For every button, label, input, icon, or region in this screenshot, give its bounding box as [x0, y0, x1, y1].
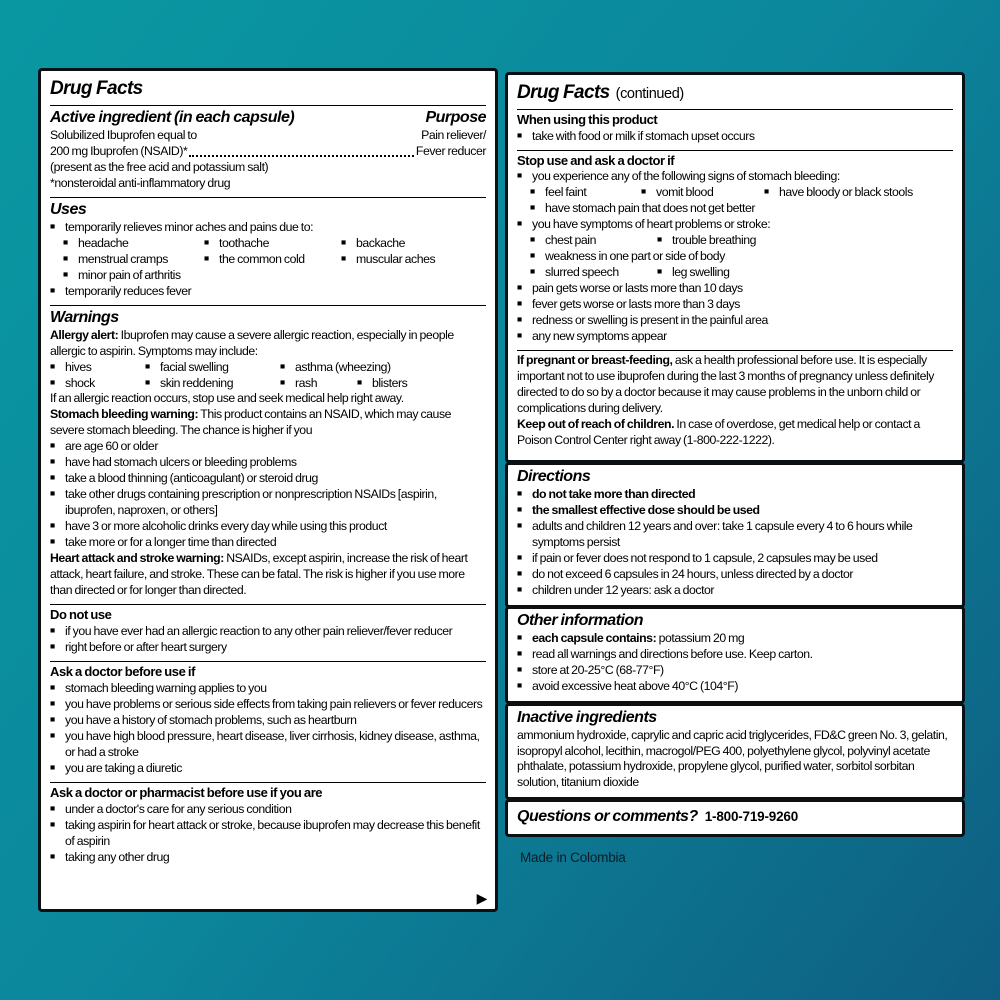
symptom-item: ■ asthma (wheezing): [280, 360, 391, 376]
use-item: ■ the common cold: [204, 252, 341, 268]
capsule-contains-text: potassium 20 mg: [656, 631, 745, 646]
stop-use-bullet: ■ fever gets worse or lasts more than 3 days: [517, 297, 953, 313]
warning-bullet: ■ take a blood thinning (anticoagulant) or steroid drug: [50, 471, 486, 487]
label-columns: [38, 68, 965, 912]
purpose-line1: Pain reliever/: [421, 127, 486, 142]
heart-symptoms-row-3: [530, 265, 953, 281]
use-item: ■ muscular aches: [341, 252, 435, 268]
ingredient-row-1: [50, 128, 486, 144]
directions-bullet: ■ if pain or fever does not respond to 1 capsule, 2 capsules may be used: [517, 551, 953, 567]
other-information-heading: Other information: [517, 612, 644, 630]
other-information-bullet: ■ avoid excessive heat above 40°C (104°F): [517, 679, 953, 695]
stop-use-bullet: ■ any new symptoms appear: [517, 329, 953, 345]
ask-doctor-bullet: ■ stomach bleeding warning applies to you: [50, 681, 486, 697]
do-not-use-bullet: ■ if you have ever had an allergic reaction to any other pain reliever/fever reducer: [50, 624, 486, 640]
inactive-ingredients-heading: Inactive ingredients: [517, 708, 657, 726]
sign-item: ■ have bloody or black stools: [764, 185, 913, 201]
directions-bullet: ■ children under 12 years: ask a doctor: [517, 583, 953, 599]
uses-heading: Uses: [50, 200, 87, 218]
symptom-item: ■ skin reddening: [145, 376, 280, 392]
stomach-bleeding-paragraph: [50, 407, 486, 439]
purpose-line2: Fever reducer: [415, 143, 486, 158]
ask-pharmacist-section: [50, 782, 486, 871]
heart-symptoms-row-2: [530, 249, 953, 265]
when-using-section: [517, 110, 953, 150]
heart-symptoms-row-1: [530, 233, 953, 249]
drug-facts-title-text: Drug Facts: [50, 78, 143, 99]
symptom-row-1: [50, 360, 486, 376]
directions-heading: Directions: [517, 467, 591, 485]
ask-doctor-bullet: ■ you are taking a diuretic: [50, 761, 486, 777]
active-ingredient-heading: Active ingredient (in each capsule): [50, 108, 295, 126]
stop-use-bullet: ■ redness or swelling is present in the painful area: [517, 313, 953, 329]
stop-use-bullet: ■ you have symptoms of heart problems or stroke:: [517, 217, 953, 233]
drug-facts-continued-title: [517, 77, 953, 110]
continued-suffix: (continued): [615, 86, 684, 102]
symptom-item: ■ trouble breathing: [657, 233, 756, 249]
other-information-bullet: ■ store at 20-25°C (68-77°F): [517, 663, 953, 679]
allergy-alert-paragraph: [50, 328, 486, 360]
do-not-use-heading: Do not use: [50, 607, 112, 623]
stomach-bleeding-signs-row-1: [530, 185, 953, 201]
use-item: ■ minor pain of arthritis: [63, 268, 181, 284]
warning-bullet: ■ have 3 or more alcoholic drinks every day while using this product: [50, 519, 486, 535]
allergy-alert-text: Ibuprofen may cause a severe allergic reaction, especially in people allergic to aspirin. Symptoms may include:: [50, 327, 454, 358]
warning-bullet: ■ are age 60 or older: [50, 439, 486, 455]
heart-attack-paragraph: [50, 551, 486, 599]
warning-bullet: ■ take other drugs containing prescription or nonprescription NSAIDs [aspirin, ibuprofen, naproxen, or others]: [50, 487, 486, 519]
warning-bullet: ■ have had stomach ulcers or bleeding problems: [50, 455, 486, 471]
stop-use-section: [517, 150, 953, 351]
when-using-heading: When using this product: [517, 111, 658, 127]
sign-item: ■ have stomach pain that does not get better: [530, 201, 755, 217]
ingredient-row-2: [50, 144, 486, 160]
do-not-use-bullet: ■ right before or after heart surgery: [50, 640, 486, 656]
warnings-section: [50, 305, 486, 605]
drug-facts-continued-title-text: Drug Facts: [517, 82, 610, 103]
heart-attack-label: Heart attack and stroke warning:: [50, 551, 224, 566]
symptom-item: ■ shock: [50, 376, 145, 392]
ingredient-name-line2: 200 mg Ibuprofen (NSAID)*: [50, 143, 188, 158]
directions-bullet: ■ adults and children 12 years and over: take 1 capsule every 4 to 6 hours while symptoms persist: [517, 519, 953, 551]
capsule-contains-label: each capsule contains:: [532, 631, 657, 646]
symptom-row-2: [50, 376, 486, 392]
uses-row-2: [63, 252, 486, 268]
dotted-leader: [189, 154, 414, 157]
directions-bullet: ■ the smallest effective dose should be used: [517, 503, 953, 519]
keep-out-of-reach-paragraph: [517, 417, 953, 449]
uses-intro: ■ temporarily relieves minor aches and pains due to:: [50, 220, 486, 236]
use-item: ■ backache: [341, 236, 405, 252]
stomach-bleeding-signs-row-2: [530, 201, 953, 217]
pregnancy-paragraph: [517, 353, 953, 417]
symptom-item: ■ weakness in one part or side of body: [530, 249, 725, 265]
stomach-bleeding-label: Stomach bleeding warning:: [50, 407, 199, 422]
continued-arrow-icon: ▶: [476, 890, 487, 906]
uses-section: [50, 197, 486, 305]
ask-pharmacist-heading: Ask a doctor or pharmacist before use if you are: [50, 784, 323, 800]
warnings-heading: Warnings: [50, 308, 119, 326]
sign-item: ■ feel faint: [530, 185, 641, 201]
other-information-bullet: ■ read all warnings and directions before use. Keep carton.: [517, 647, 953, 663]
stop-use-heading: Stop use and ask a doctor if: [517, 152, 675, 168]
drug-facts-panel-right: [505, 72, 965, 463]
stomach-bleeding-text: This product contains an NSAID, which may cause severe stomach bleeding. The chance is higher if you: [50, 407, 452, 438]
ingredient-note-2: *nonsteroidal anti-inflammatory drug: [50, 175, 231, 190]
directions-bullet: ■ do not take more than directed: [517, 487, 953, 503]
uses-row-3: [63, 268, 486, 284]
ask-doctor-bullet: ■ you have a history of stomach problems, such as heartburn: [50, 713, 486, 729]
uses-outro: ■ temporarily reduces fever: [50, 284, 486, 300]
ask-doctor-section: [50, 661, 486, 782]
ingredient-name-line1: Solubilized Ibuprofen equal to: [50, 127, 197, 142]
inactive-ingredients-panel: [505, 703, 965, 801]
use-item: ■ toothache: [204, 236, 341, 252]
use-item: ■ headache: [63, 236, 204, 252]
pregnancy-section: [517, 350, 953, 454]
other-information-panel: [505, 606, 965, 704]
do-not-use-section: [50, 604, 486, 661]
heart-attack-text: NSAIDs, except aspirin, increase the risk of heart attack, heart failure, and stroke. These can be fatal. The risk is higher if you use more than directed or for longer than directed.: [50, 551, 468, 598]
ask-doctor-heading: Ask a doctor before use if: [50, 664, 195, 680]
symptom-item: ■ rash: [280, 376, 357, 392]
symptom-item: ■ blisters: [357, 376, 407, 392]
ask-pharmacist-bullet: ■ taking any other drug: [50, 850, 486, 866]
allergy-alert-label: Allergy alert:: [50, 327, 119, 342]
drug-facts-title: [50, 73, 486, 106]
stop-use-bullet: ■ you experience any of the following signs of stomach bleeding:: [517, 169, 953, 185]
pregnancy-text: ask a health professional before use. It is especially important not to use ibuprofen during the last 3 months of pregnancy unless definitely directed to do so by a doctor because it may cause problems in the unborn child or complications during delivery.: [517, 353, 934, 416]
sign-item: ■ vomit blood: [641, 185, 764, 201]
symptom-item: ■ chest pain: [530, 233, 657, 249]
made-in-text: Made in Colombia: [520, 849, 626, 865]
directions-panel: [505, 462, 965, 608]
questions-heading: Questions or comments?: [517, 807, 698, 825]
active-ingredient-section: [50, 106, 486, 197]
symptom-item: ■ slurred speech: [530, 265, 657, 281]
ask-doctor-bullet: ■ you have high blood pressure, heart disease, liver cirrhosis, kidney disease, asthma, or had a stroke: [50, 729, 486, 761]
when-using-bullet: ■ take with food or milk if stomach upset occurs: [517, 129, 953, 145]
warning-bullet: ■ take more or for a longer time than directed: [50, 535, 486, 551]
drug-facts-panel-left: [38, 68, 498, 912]
stop-use-bullet: ■ pain gets worse or lasts more than 10 days: [517, 281, 953, 297]
ask-doctor-bullet: ■ you have problems or serious side effects from taking pain relievers or fever reducers: [50, 697, 486, 713]
directions-bullet: ■ do not exceed 6 capsules in 24 hours, unless directed by a doctor: [517, 567, 953, 583]
keep-out-of-reach-text: In case of overdose, get medical help or contact a Poison Control Center right away (1-800-222-1222).: [517, 417, 920, 448]
other-information-bullet: [517, 631, 953, 647]
uses-row-1: [63, 236, 486, 252]
right-column: [505, 72, 965, 865]
ask-pharmacist-bullet: ■ taking aspirin for heart attack or stroke, because ibuprofen may decrease this benefit of aspirin: [50, 818, 486, 850]
questions-phone-number: 1-800-719-9260: [704, 808, 799, 824]
symptom-item: ■ hives: [50, 360, 145, 376]
questions-panel: [505, 799, 965, 837]
use-item: ■ menstrual cramps: [63, 252, 204, 268]
active-ingredient-heading-row: [50, 108, 486, 128]
inactive-ingredients-text: ammonium hydroxide, caprylic and capric acid triglycerides, FD&C green No. 3, gelatin, isopropyl alcohol, lecithin, macrogol/PEG 400, polyethylene glycol, polyvinyl acetate phthalate, potassium hydroxide, propylene glycol, purified water, sorbitol sorbitan solution, titanium dioxide: [517, 727, 948, 790]
pregnancy-label: If pregnant or breast-feeding,: [517, 353, 673, 368]
ask-pharmacist-bullet: ■ under a doctor's care for any serious condition: [50, 802, 486, 818]
allergy-footer: If an allergic reaction occurs, stop use and seek medical help right away.: [50, 391, 404, 406]
purpose-heading: Purpose: [425, 108, 486, 126]
ingredient-note-1: (present as the free acid and potassium salt): [50, 159, 269, 174]
symptom-item: ■ facial swelling: [145, 360, 280, 376]
keep-out-of-reach-label: Keep out of reach of children.: [517, 417, 675, 432]
symptom-item: ■ leg swelling: [657, 265, 730, 281]
